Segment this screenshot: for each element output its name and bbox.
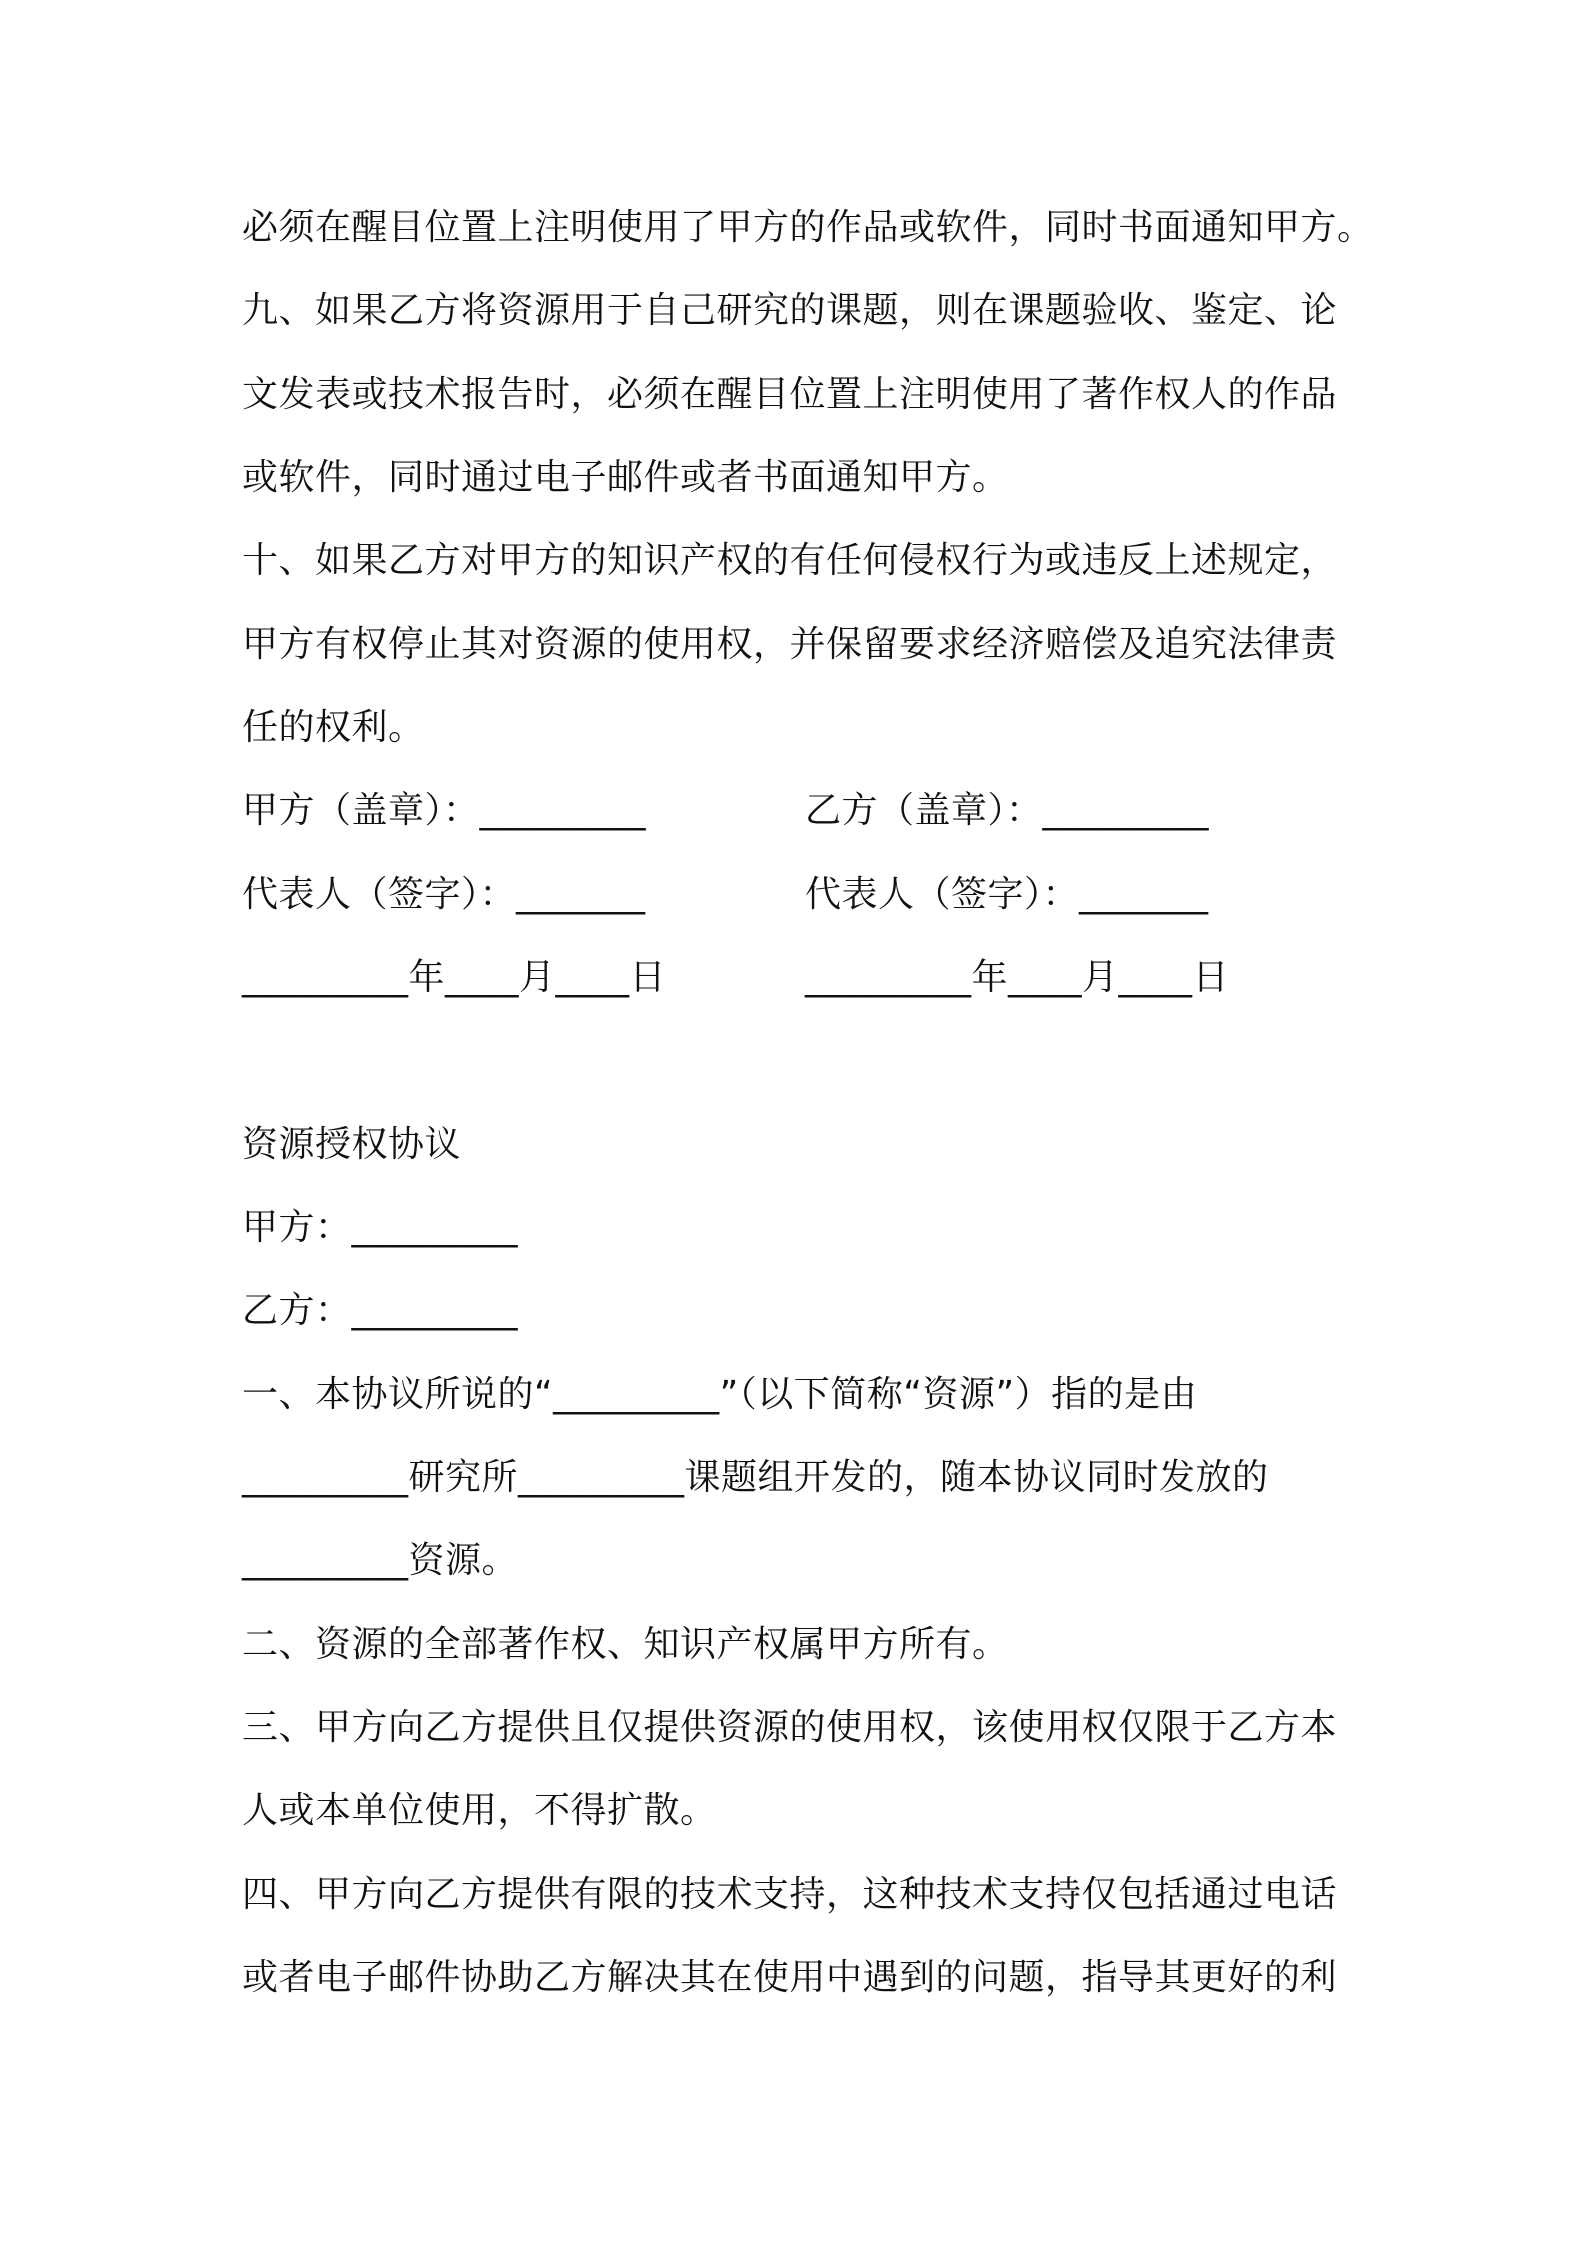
party-b-seal-field: 乙方（盖章）：_________ [805, 790, 1210, 831]
agreement-party-a: 甲方：_________ [242, 1207, 519, 1248]
agreement-title: 资源授权协议 [242, 1124, 462, 1165]
agreement-line: 四、甲方向乙方提供有限的技术支持，这种技术支持仅包括通过电话 [242, 1874, 1338, 1915]
party-a-date-field: _________年____月____日 [242, 957, 666, 998]
agreement-line: 一、本协议所说的“_________”（以下简称“资源”）指的是由 [242, 1374, 1198, 1415]
agreement-line: 三、甲方向乙方提供且仅提供资源的使用权，该使用权仅限于乙方本 [242, 1707, 1338, 1748]
text-line: 文发表或技术报告时，必须在醒目位置上注明使用了著作权人的作品 [242, 374, 1338, 415]
agreement-line: _________研究所_________课题组开发的，随本协议同时发放的 [242, 1457, 1269, 1498]
agreement-line: 二、资源的全部著作权、知识产权属甲方所有。 [242, 1624, 1009, 1665]
party-a-representative-field: 代表人（签字）：_______ [242, 874, 646, 915]
text-line: 任的权利。 [242, 707, 425, 748]
text-line: 九、如果乙方将资源用于自己研究的课题，则在课题验收、鉴定、论 [242, 290, 1338, 331]
text-line: 必须在醒目位置上注明使用了甲方的作品或软件，同时书面通知甲方。 [242, 207, 1374, 248]
agreement-line: _________资源。 [242, 1540, 519, 1581]
text-line: 十、如果乙方对甲方的知识产权的有任何侵权行为或违反上述规定， [242, 540, 1338, 581]
party-a-seal-field: 甲方（盖章）：_________ [242, 790, 647, 831]
party-b-date-field: _________年____月____日 [805, 957, 1229, 998]
text-line: 或软件，同时通过电子邮件或者书面通知甲方。 [242, 457, 1009, 498]
text-line: 甲方有权停止其对资源的使用权，并保留要求经济赔偿及追究法律责 [242, 624, 1338, 665]
party-b-representative-field: 代表人（签字）：_______ [805, 874, 1209, 915]
agreement-line: 人或本单位使用，不得扩散。 [242, 1790, 717, 1831]
agreement-line: 或者电子邮件协助乙方解决其在使用中遇到的问题，指导其更好的利 [242, 1957, 1338, 1998]
agreement-party-b: 乙方：_________ [242, 1290, 519, 1331]
